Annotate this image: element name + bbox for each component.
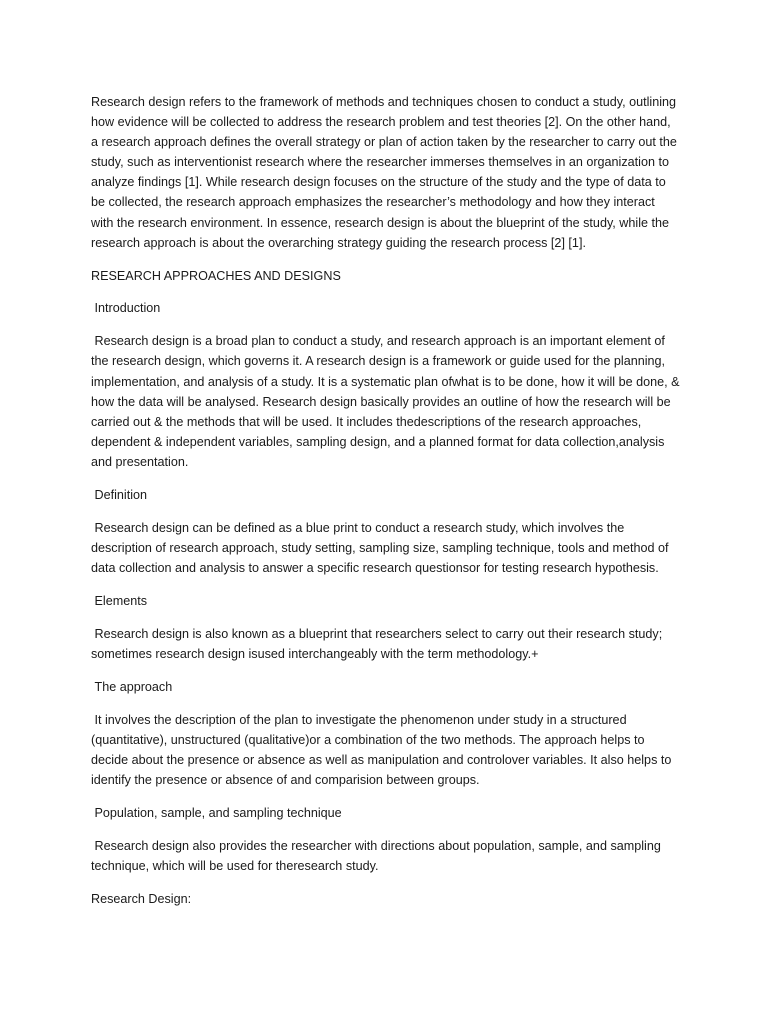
elements-paragraph: Research design is also known as a blueprint that researchers select to carry out their research study; sometimes research design isused interchangeably with the term methodology.+ — [91, 626, 666, 661]
intro-paragraph: Research design refers to the framework of methods and techniques chosen to conduct a study, outlining how evidence will be collected to address the research problem and test theories [2]. On the other hand, a research approach defines the overall strategy or plan of action taken by the researcher to carry out the study, such as interventionist research where the researcher immerses themselves in an organization to analyze findings [1]. While research design focuses on the structure of the study and the type of data to be collected, the research approach emphasizes the researcher’s methodology and how they interact with the research environment. In essence, research design is about the blueprint of the study, while the research approach is about the overarching strategy guiding the research process [2] [1]. — [91, 95, 681, 250]
subheading-research-design: Research Design: — [91, 891, 192, 906]
introduction-paragraph: Research design is a broad plan to conduct a study, and research approach is an important element of the research design, which governs it. A research design is a framework or guide used for the planning, implementation, and analysis of a study. It is a systematic plan ofwhat is to be done, how it will be done, & how the data will be analysed. Research design basically provides an outline of how the research will be carried out & the methods that will be used. It includes thedescriptions of the research approaches, dependent & independent variables, sampling design, and a planned format for data collection,analysis and presentation. — [91, 334, 683, 469]
approach-paragraph: It involves the description of the plan to investigate the phenomenon under study in a structured (quantitative), unstructured (qualitative)or a combination of the two methods. The approach helps to decide about the presence or absence as well as manipulation and controlover variables. It also helps to identify the presence or absence of and comparision between groups. — [91, 712, 675, 787]
subheading-definition: Definition — [91, 487, 148, 502]
subheading-the-approach: The approach — [91, 679, 173, 694]
section-heading-research-approaches: RESEARCH APPROACHES AND DESIGNS — [91, 268, 341, 283]
subheading-introduction: Introduction — [91, 301, 161, 316]
population-paragraph: Research design also provides the researcher with directions about population, sample, and sampling technique, which will be used for theresearch study. — [91, 838, 665, 873]
definition-paragraph: Research design can be defined as a blue print to conduct a research study, which involves the description of research approach, study setting, sampling size, sampling technique, tools and method of data collection and analysis to answer a specific research questionsor for testing research hypothesis. — [91, 520, 673, 575]
subheading-population-sample: Population, sample, and sampling technique — [91, 805, 342, 820]
subheading-elements: Elements — [91, 593, 147, 608]
